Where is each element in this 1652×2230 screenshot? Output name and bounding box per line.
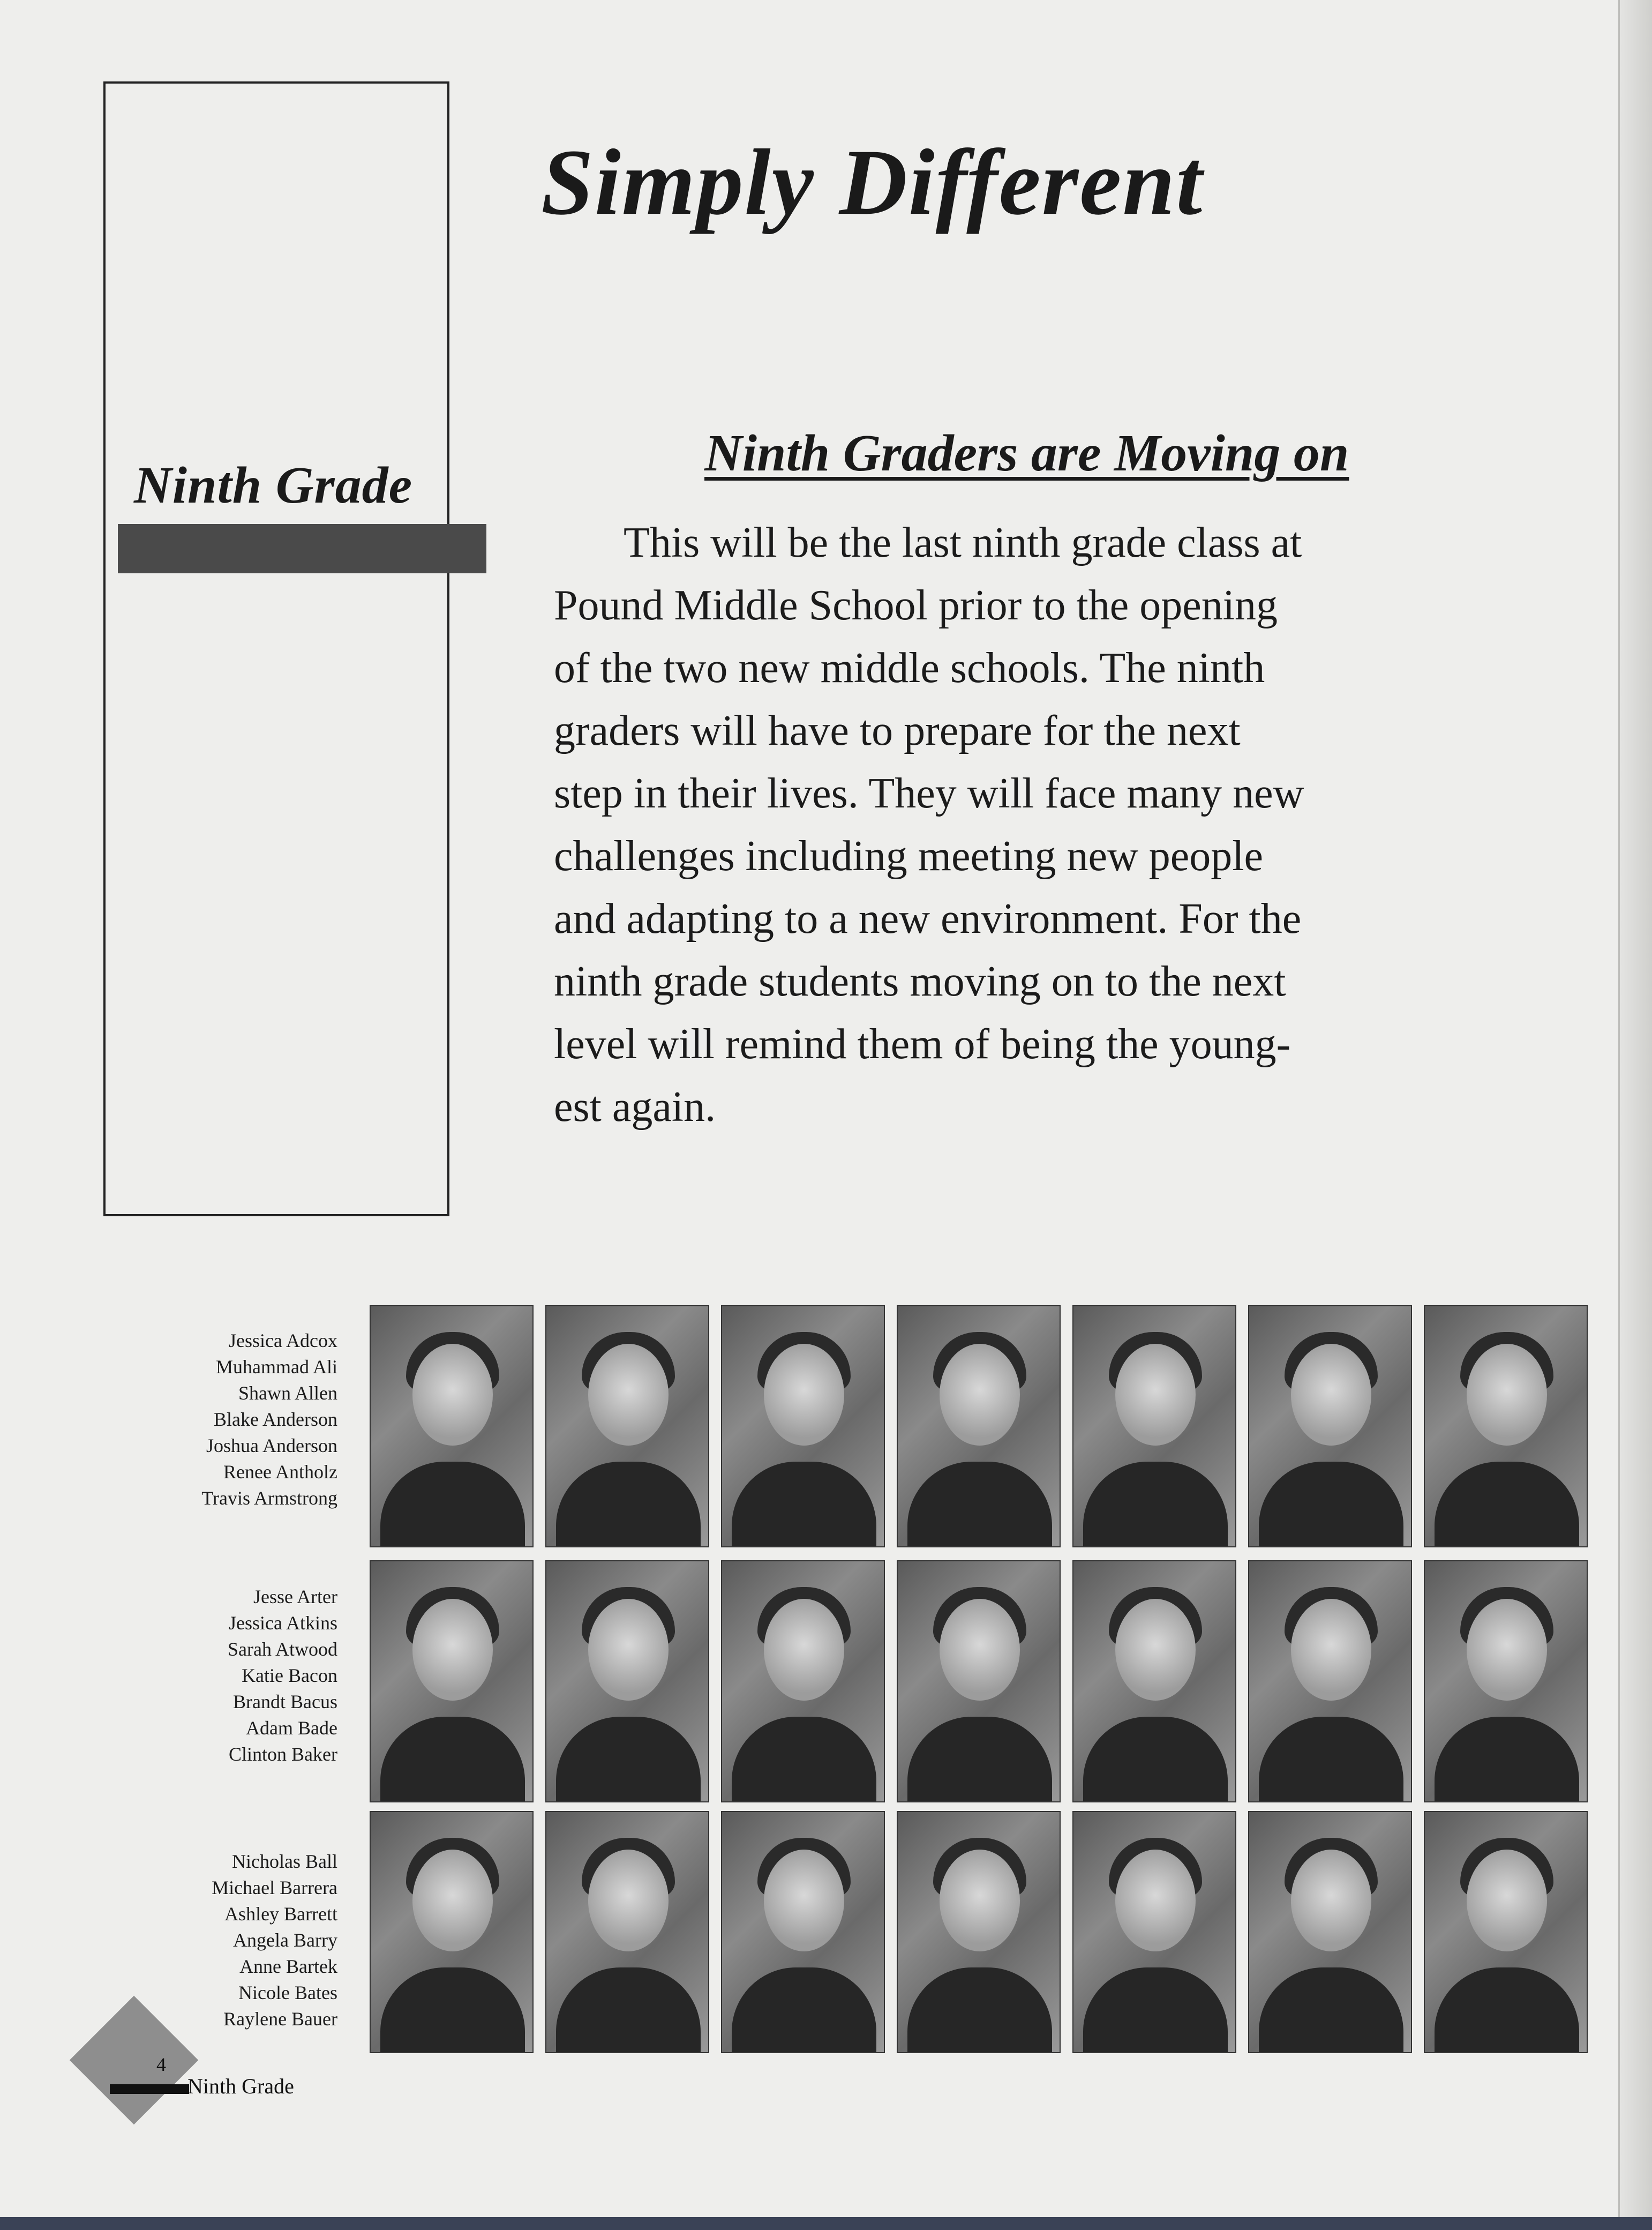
student-portrait	[897, 1560, 1061, 1802]
article-body	[554, 512, 1486, 1139]
student-portrait	[721, 1305, 885, 1547]
page-binding-edge	[1618, 0, 1652, 2230]
page-title: Simply Different	[541, 130, 1204, 235]
footer-section-label: Ninth Grade	[187, 2074, 294, 2098]
page-bottom-edge	[0, 2217, 1652, 2230]
photo-row-1	[370, 1305, 1588, 1547]
photo-row-2	[370, 1560, 1588, 1802]
student-portrait	[721, 1560, 885, 1802]
student-name: Shawn Allen	[238, 1382, 337, 1404]
student-portrait	[897, 1305, 1061, 1547]
student-name: Anne Bartek	[239, 1956, 337, 1977]
student-name: Clinton Baker	[229, 1743, 337, 1765]
body-line: step in their lives. They will face many new	[554, 770, 1304, 817]
body-line: and adapting to a new environment. For the	[554, 895, 1302, 942]
section-label: Ninth Grade	[134, 457, 413, 514]
student-portrait	[370, 1560, 534, 1802]
student-name: Ashley Barrett	[224, 1903, 337, 1925]
name-list-row-1	[134, 1328, 337, 1511]
student-name: Michael Barrera	[212, 1877, 337, 1898]
student-name: Brandt Bacus	[233, 1691, 337, 1712]
student-name: Sarah Atwood	[228, 1638, 337, 1660]
sidebar-frame	[103, 81, 449, 1216]
photo-row-3	[370, 1811, 1588, 2053]
student-name: Blake Anderson	[214, 1409, 337, 1430]
student-portrait	[1248, 1560, 1412, 1802]
student-name: Angela Barry	[233, 1929, 337, 1951]
page-number: 4	[156, 2054, 166, 2075]
student-name: Jessica Adcox	[229, 1330, 337, 1351]
student-portrait	[1424, 1560, 1588, 1802]
student-portrait	[1072, 1305, 1236, 1547]
student-portrait	[1424, 1305, 1588, 1547]
body-line: challenges including meeting new people	[554, 833, 1264, 880]
student-name: Muhammad Ali	[216, 1356, 337, 1378]
student-portrait	[545, 1305, 709, 1547]
body-line: est again.	[554, 1083, 716, 1131]
body-line: ninth grade students moving on to the next	[554, 958, 1286, 1005]
student-name: Jessica Atkins	[229, 1612, 337, 1634]
student-name: Joshua Anderson	[206, 1435, 337, 1456]
student-name: Travis Armstrong	[201, 1487, 337, 1509]
student-portrait	[1248, 1811, 1412, 2053]
student-portrait	[897, 1811, 1061, 2053]
student-portrait	[1072, 1560, 1236, 1802]
body-line: level will remind them of being the young-	[554, 1021, 1291, 1068]
student-portrait	[721, 1811, 885, 2053]
student-name: Renee Antholz	[223, 1461, 337, 1483]
body-line: This will be the last ninth grade class at	[624, 519, 1302, 566]
student-name: Jesse Arter	[253, 1586, 337, 1607]
student-portrait	[370, 1305, 534, 1547]
student-name: Adam Bade	[246, 1717, 337, 1739]
body-line: graders will have to prepare for the next	[554, 707, 1241, 754]
body-line: Pound Middle School prior to the opening	[554, 582, 1278, 629]
body-line: of the two new middle schools. The ninth	[554, 645, 1265, 692]
student-portrait	[1424, 1811, 1588, 2053]
footer-bar	[110, 2084, 189, 2094]
name-list-row-3	[134, 1849, 337, 2032]
student-portrait	[370, 1811, 534, 2053]
student-portrait	[1248, 1305, 1412, 1547]
article-subtitle: Ninth Graders are Moving on	[704, 424, 1349, 482]
student-name: Nicole Bates	[238, 1982, 337, 2003]
student-portrait	[545, 1560, 709, 1802]
name-list-row-2	[134, 1584, 337, 1768]
section-label-bar	[118, 524, 486, 573]
student-name: Katie Bacon	[242, 1665, 337, 1686]
student-name: Nicholas Ball	[232, 1851, 337, 1872]
student-name: Raylene Bauer	[223, 2008, 337, 2030]
student-portrait	[1072, 1811, 1236, 2053]
student-portrait	[545, 1811, 709, 2053]
